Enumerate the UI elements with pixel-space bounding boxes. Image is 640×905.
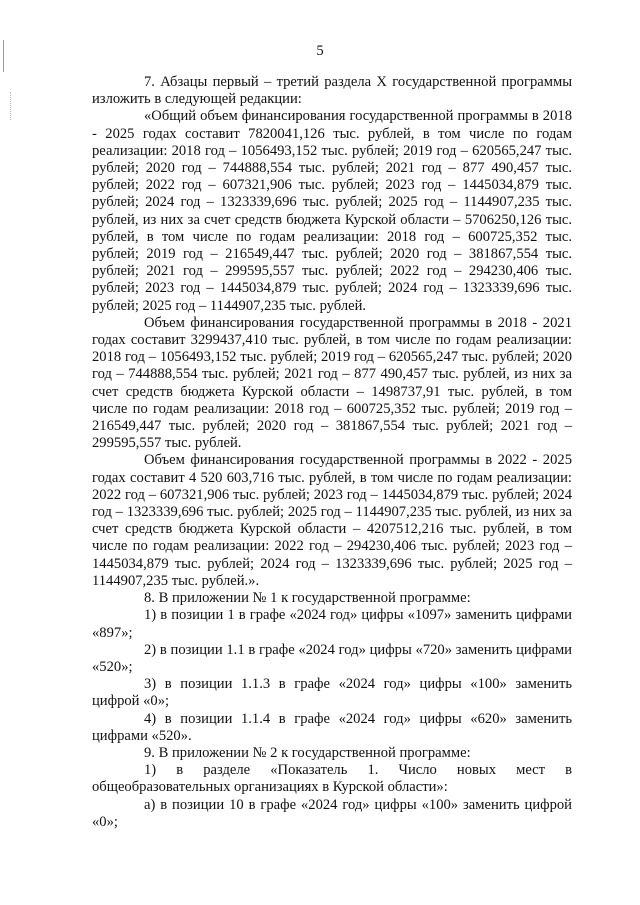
paragraph-total-funding: «Общий объем финансирования государственной программы в 2018 - 2025 годах составит 7820041,126 тыс. рублей, в том числе по годам реализации: 2018 год – 1056493,152 тыс. рублей; 2019 год – 620565,247 тыс. рублей; 2020 год – 744888,554 тыс. рублей; 2021 год – 877 490,457 тыс. рублей; 2022 год – 607321,906 тыс. рублей; 2023 год – 1445034,879 тыс. рублей; 2024 год – 1323339,696 тыс. рублей; 2025 год – 1144907,235 тыс. рублей, из них за счет средств бюджета Курской области – 5706250,126 тыс. рублей, в том числе по годам реализации: 2018 год – 600725,352 тыс. рублей; 2019 год – 216549,447 тыс. рублей; 2020 год – 381867,554 тыс. рублей; 2021 год – 299595,557 тыс. рублей; 2022 год – 294230,406 тыс. рублей; 2023 год – 1445034,879 тыс. рублей; 2024 год – 1323339,696 тыс. рублей; 2025 год – 1144907,235 тыс. рублей. [92,108,572,314]
paragraph-funding-2022-2025: Объем финансирования государственной программы в 2022 - 2025 годах составит 4 520 603,716 тыс. рублей, в том числе по годам реализации: 2022 год – 607321,906 тыс. рублей; 2023 год – 1445034,879 тыс. рублей; 2024 год – 1323339,696 тыс. рублей; 2025 год – 1144907,235 тыс. рублей, из них за счет средств бюджета Курской области – 4207512,216 тыс. рублей, в том числе по годам реализации: 2022 год – 294230,406 тыс. рублей; 2023 год – 1445034,879 тыс. рублей; 2024 год – 1323339,696 тыс. рублей; 2025 год – 1144907,235 тыс. рублей.». [92,452,572,589]
scan-edge-dots [10,92,12,120]
paragraph-item-8-4: 4) в позиции 1.1.4 в графе «2024 год» цифры «620» заменить цифрами «520». [92,710,572,744]
paragraph-item-8-3: 3) в позиции 1.1.3 в графе «2024 год» цифры «100» заменить цифрой «0»; [92,676,572,710]
paragraph-item-8-2: 2) в позиции 1.1 в графе «2024 год» цифры «720» заменить цифрами «520»; [92,641,572,675]
document-body [92,74,572,831]
page-number: 5 [316,43,324,59]
paragraph-item-8: 8. В приложении № 1 к государственной программе: [144,590,471,607]
paragraph-item-9-1-a: а) в позиции 10 в графе «2024 год» цифры «100» заменить цифрой «0»; [92,796,572,830]
paragraph-funding-2018-2021: Объем финансирования государственной программы в 2018 - 2021 годах составит 3299437,410 тыс. рублей, в том числе по годам реализации: 2018 год – 1056493,152 тыс. рублей; 2019 год – 620565,247 тыс. рублей; 2020 год – 744888,554 тыс. рублей; 2021 год – 877 490,457 тыс. рублей, из них за счет средств бюджета Курской области – 1498737,91 тыс. рублей, в том числе по годам реализации: 2018 год – 600725,352 тыс. рублей; 2019 год – 216549,447 тыс. рублей; 2020 год – 381867,554 тыс. рублей; 2021 год – 299595,557 тыс. рублей. [92,314,572,452]
paragraph-item-8-1: 1) в позиции 1 в графе «2024 год» цифры «1097» заменить цифрами «897»; [92,607,572,641]
paragraph-item-9-1: 1) в разделе «Показатель 1. Число новых мест в общеобразовательных организациях в Курской области»: [92,762,572,796]
paragraph-item-7: 7. Абзацы первый – третий раздела X государственной программы изложить в следующей редакции: [92,74,572,108]
paragraph-item-9: 9. В приложении № 2 к государственной программе: [144,744,471,761]
